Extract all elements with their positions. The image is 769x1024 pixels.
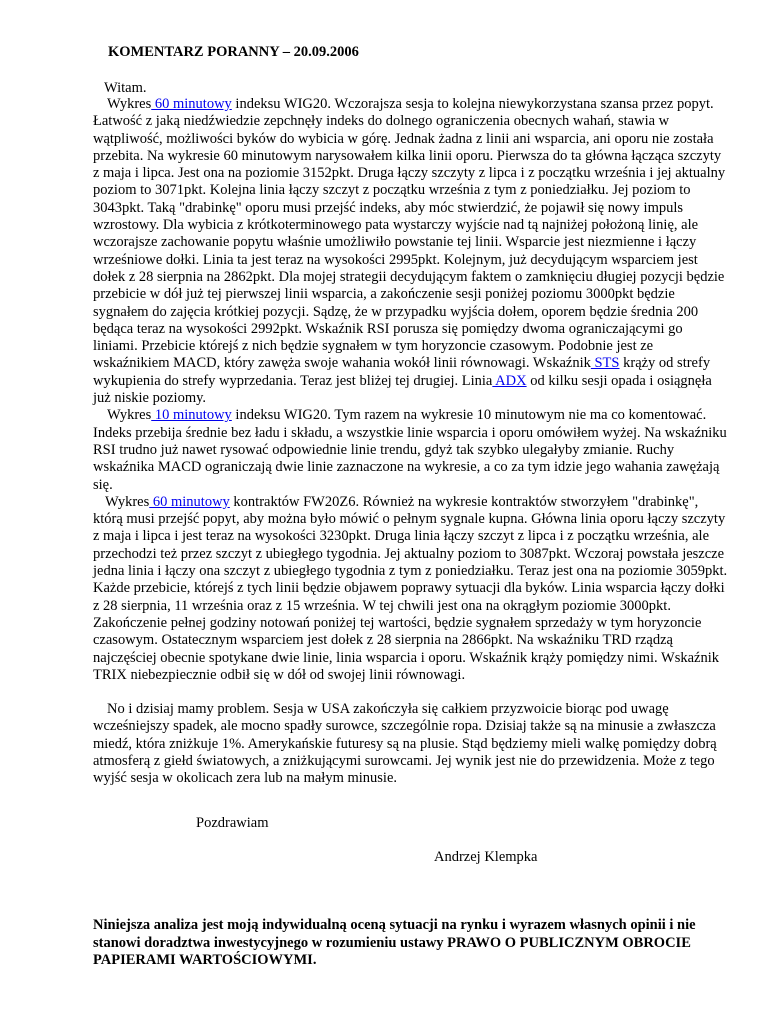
paragraph-text: indeksu WIG20. Tym razem na wykresie 10 minutowym nie ma co komentować. Indeks przebija średnie bez ładu i składu, a wszystkie linie wsparcia i oporu omówiłem wyżej. Na wskaźniku RSI trudno już nawet rysować odpowiednie linie trendu, gdyż tak szybko ulegałyby zmianie. Ruchy wskaźnika MACD ograniczają dwie linie zaznaczone na wykresie, a co za tym idzie jego wahania zawężają się. (93, 407, 727, 493)
paragraph-text: od kilku sesji opada i osiągnęła już niskie poziomy. (93, 372, 712, 407)
legal-disclaimer: Niniejsza analiza jest moją indywidualną oceną sytuacji na rynku i wyrazem własnych opinii i nie stanowi doradztwa inwestycyjnego w rozumieniu ustawy PRAWO O PUBLICZNYM OBROCIE PAPIERAMI WARTOŚCIOWYMI. (93, 917, 696, 968)
author-name: Andrzej Klempka (434, 849, 538, 865)
paragraph-text: indeksu WIG20. Wczorajsza sesja to kolejna niewykorzystana szansa przez popyt. Łatwość z jaką niedźwiedzie zepchnęły indeks do dolnego ograniczenia obecnych wahań, stawia w wątpliwość, możliwości byków do wybicia w górę. Jednak żadna z linii ani wsparcia, ani oporu nie została przebita. Na wykresie 60 minutowym narysowałem kilka linii oporu. Pierwsza do ta główna łącząca szczyty z maja i lipca. Jest ona na poziomie 3152pkt. Druga łączy szczyty z lipca i z początku września i jej aktualny poziom to 3071pkt. Kolejna linia łączy szczyt z początku września z tym z poniedziałku. Jej poziom to 3043pkt. Taką "drabinkę" oporu musi przejść indeks, aby móc stwierdzić, że pojawił się nowy impuls wzrostowy. Dla wybicia z krótkoterminowego pata wystarczy wyjście nad tą najniżej położoną linię, ale wczorajsze zachowanie popytu właśnie umożliwiło powstanie tej linii. Wsparcie jest niezmienne i łączy wrześniowe dołki. Linia ta jest teraz na wysokości 2995pkt. Kolejnym, już decydującym wsparciem jest dołek z 28 sierpnia na 2862pkt. Dla mojej strategii decydującym faktem o zamknięciu długiej pozycji będzie przebicie w dół już tej pierwszej linii wsparcia, a zakończenie sesji poniżej poziomu 3000pkt będzie sygnałem do zajęcia krótkiej pozycji. Sądzę, że w przypadku wyjścia dołem, oporem będzie średnia 200 będąca teraz na wysokości 2992pkt. Wskaźnik RSI porusza się pomiędzy dwoma ograniczającymi go liniami. Przebicie którejś z nich będzie sygnałem w tym horyzoncie czasowym. Podobnie jest ze wskaźnikiem MACD, który zawęża swoje wahania wokół linii równowagi. Wskaźnik (93, 96, 726, 372)
greeting: Witam. (104, 80, 147, 96)
link-fw20z6-60min-chart[interactable]: 60 minutowy (149, 493, 230, 510)
page-title: KOMENTARZ PORANNY – 20.09.2006 (108, 44, 359, 60)
paragraph-text: kontraktów FW20Z6. Również na wykresie kontraktów stworzyłem "drabinkę", którą musi przejść popyt, aby można było mówić o pełnym sygnale kupna. Główna linia oporu łączy szczyty z maja i lipca i jest teraz na wysokości 3230pkt. Druga linia łączy szczyt z lipca i z początku września, ale przechodzi też przez szczyt z ubiegłego tygodnia. Jej aktualny poziom to 3087pkt. Wczoraj powstała jeszcze jedna linia i łączy ona szczyt z ubiegłego tygodnia z tym z poniedziałku. Teraz jest ona na poziomie 3059pkt. Każde przebicie, którejś z tych linii będzie objawem poprawy sytuacji dla byków. Linia wsparcia łączy dołki z 28 sierpnia, 11 września oraz z 15 września. W tej chwili jest ona na okrągłym poziomie 3000pkt. Zakończenie pełnej godziny notowań poniżej tej wartości, będzie sygnałem sprzedaży w tym horyzoncie czasowym. Ostatecznym wsparciem jest dołek z 28 sierpnia na 2866pkt. Na wskaźniku TRD rządzą najczęściej obecnie spotykane dwie linie, linia wsparcia i oporu. Wskaźnik krąży pomiędzy nimi. Wskaźnik TRIX niebezpiecznie odbił się w dół od swojej linii równowagi. (93, 493, 728, 683)
paragraph-fw20z6-60min (93, 494, 729, 684)
paragraph-text: Wykres (105, 493, 150, 510)
paragraph-market-outlook (93, 701, 729, 787)
paragraph-text: Wykres (107, 96, 152, 112)
article-body (93, 96, 729, 788)
closing-regards: Pozdrawiam (196, 815, 269, 831)
paragraph-wig20-10min (93, 407, 729, 493)
link-wig20-10min-chart[interactable]: 10 minutowy (151, 407, 232, 424)
link-wig20-60min-chart[interactable]: 60 minutowy (151, 96, 232, 112)
paragraph-text: Wykres (107, 407, 152, 424)
paragraph-wig20-60min (93, 96, 729, 407)
link-adx-chart[interactable]: ADX (492, 372, 527, 389)
link-sts-chart[interactable]: STS (590, 355, 620, 372)
paragraph-text: krąży od strefy wykupienia do strefy wyprzedania. Teraz jest bliżej tej drugiej. Linia (93, 355, 711, 389)
paragraph-text: No i dzisiaj mamy problem. Sesja w USA zakończyła się całkiem przyzwoicie biorąc pod uwagę wcześniejszy spadek, ale mocno spadły surowce, szczególnie ropa. Dzisiaj także są na minusie a zwłaszcza miedź, która zniżkuje 1%. Amerykańskie futuresy są na plusie. Stąd będziemy mieli walkę pomiędzy dobrą atmosferą z giełd światowych, a zniżkującymi surowcami. Jej wynik jest nie do przewidzenia. Może z tego wyjść sesja w okolicach zera lub na małym minusie. (93, 701, 717, 787)
